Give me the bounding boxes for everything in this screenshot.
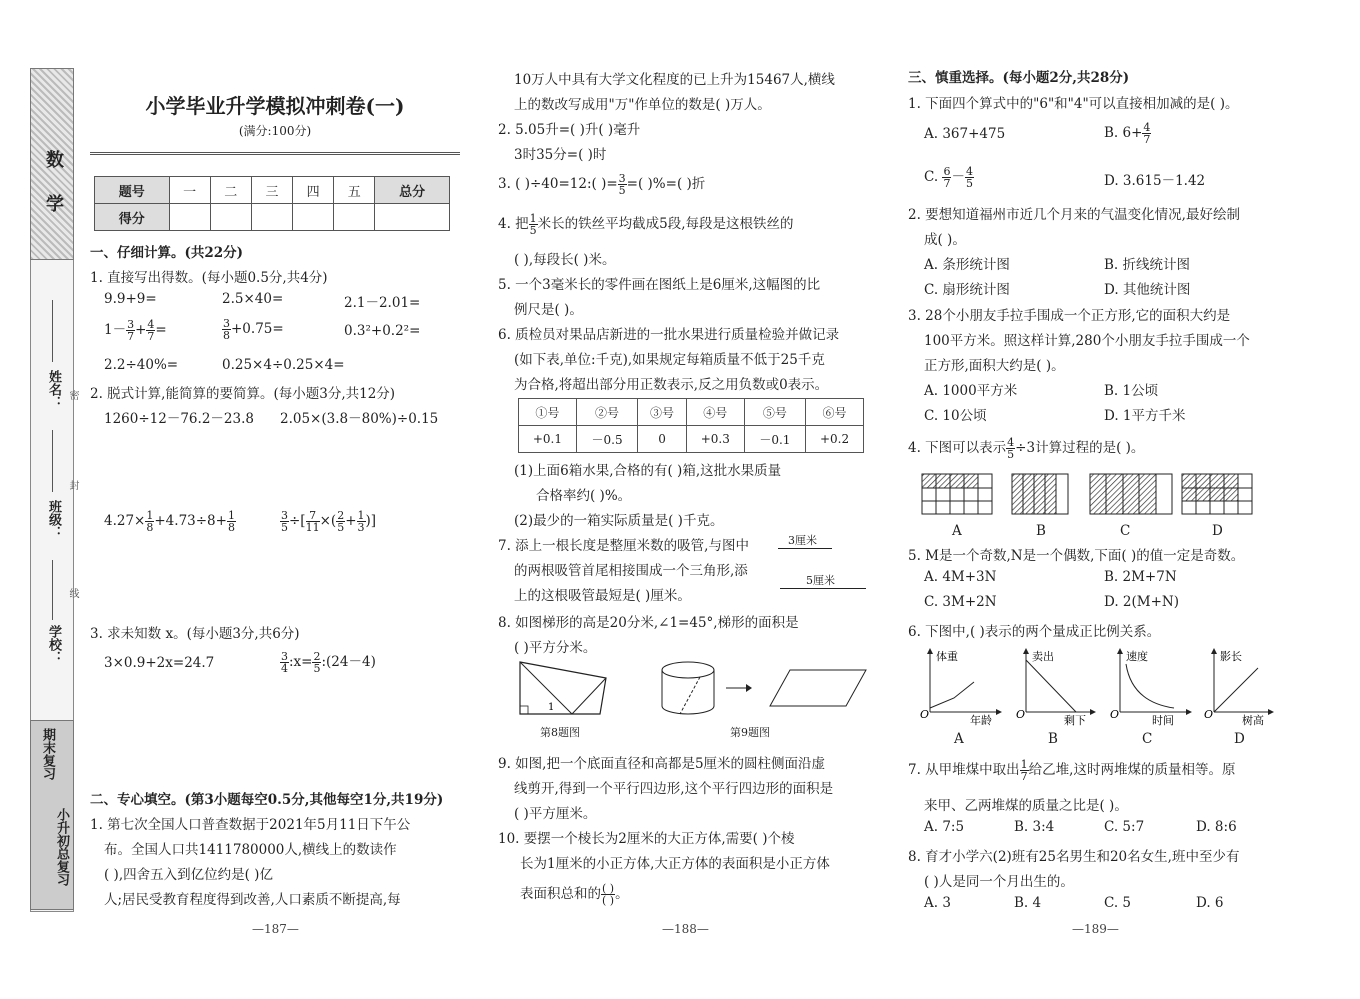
text-line: 8. 如图梯形的高是20分米,∠1=45°,梯形的面积是 — [498, 615, 799, 631]
text-line: 9. 如图,把一个底面直径和高都是5厘米的圆柱侧面沿虚 — [498, 756, 826, 772]
option-d[interactable]: D. 其他统计图 — [1104, 282, 1191, 298]
quality-head: ②号 — [576, 399, 637, 426]
option-b[interactable]: B. 1公顷 — [1104, 383, 1159, 399]
page-number: —188— — [662, 922, 709, 936]
calc-item: 2.05×(3.8－80%)÷0.15 — [280, 411, 439, 427]
svg-text:1: 1 — [548, 702, 555, 713]
option-d[interactable]: D. 8:6 — [1196, 819, 1237, 835]
text-line: (1)上面6箱水果,合格的有( )箱,这批水果质量 — [514, 463, 782, 479]
graph-a — [920, 648, 1002, 726]
calc-item-fraction: $\frac{3}{5}$ ÷[ $\frac{7}{11}$ ×( $\frac{2}{5}$ + $\frac{1}{3}$ )] — [281, 509, 377, 534]
name-line — [52, 300, 53, 362]
fraction-grid-figures — [920, 472, 1260, 518]
text-line: 正方形,面积大约是( )。 — [924, 358, 1065, 374]
quality-value: －0.5 — [576, 426, 637, 453]
text-line: 合格率约( )%。 — [536, 488, 632, 504]
choice-question-1: 1. 下面四个算式中的"6"和"4"可以直接相加减的是( )。 — [908, 96, 1239, 112]
choice-question-6: 6. 下图中,( )表示的两个量成正比例关系。 — [908, 624, 1161, 640]
equation-item: 3×0.9+2x=24.7 — [104, 655, 215, 671]
calc-item-fraction: $\frac{3}{8}$ +0.75= — [223, 317, 284, 342]
class-label: 班级： — [46, 500, 61, 539]
option-a[interactable]: A. 7:5 — [924, 819, 965, 835]
svg-text:O: O — [920, 708, 930, 721]
section-2-heading: 二、专心填空。(第3小题每空0.5分,其他每空1分,共19分) — [90, 792, 444, 808]
option-d[interactable]: D. 1平方千米 — [1104, 408, 1186, 424]
grid-d — [1182, 474, 1252, 514]
option-a[interactable]: A. 3 — [924, 895, 951, 911]
calc-item-fraction: 1－ $\frac{3}{7}$ + $\frac{4}{7}$ = — [104, 318, 167, 343]
section-3-heading: 三、慎重选择。(每小题2分,共28分) — [908, 70, 1130, 86]
choice-question-5: 5. M是一个奇数,N是一个偶数,下面( )的值一定是奇数。 — [908, 548, 1245, 564]
score-cell[interactable] — [210, 204, 251, 231]
quality-value: 0 — [638, 426, 687, 453]
calc-item: 2.1－2.01= — [344, 295, 421, 311]
option-a[interactable]: A. 4M+3N — [924, 569, 997, 585]
option-c[interactable]: C. 5 — [1104, 895, 1132, 911]
text-line: 8. 育才小学六(2)班有25名男生和20名女生,班中至少有 — [908, 849, 1240, 865]
text-line: ( ),四舍五入到亿位约是( )亿 — [104, 867, 273, 883]
svg-text:卖出: 卖出 — [1032, 650, 1054, 663]
score-head-cell: 五 — [334, 177, 375, 204]
score-head-cell: 三 — [251, 177, 292, 204]
page-number: —189— — [1072, 922, 1119, 936]
text-line: 100平方米。照这样计算,280个小朋友手拉手围成一个 — [924, 333, 1250, 349]
exam-subtitle: (满分:100分) — [238, 124, 312, 138]
seal-word-3: 线 — [67, 588, 78, 598]
quality-value: +0.3 — [686, 426, 744, 453]
figure-label[interactable]: B — [1036, 523, 1046, 539]
fill-question-3: 3. ( )÷40=12:( )= $\frac{3}{5}$ =( )%=( )折 — [498, 172, 706, 197]
question-1-1: 1. 直接写出得数。(每小题0.5分,共4分) — [90, 270, 328, 286]
score-row-label: 得分 — [95, 204, 170, 231]
option-c[interactable]: C. 10公顷 — [924, 408, 987, 424]
graph-label[interactable]: C — [1142, 731, 1153, 747]
proportion-graphs — [918, 646, 1278, 726]
option-b[interactable]: B. 折线统计图 — [1104, 257, 1191, 273]
graph-b — [1016, 648, 1096, 726]
quality-value: －0.1 — [744, 426, 805, 453]
quality-value: +0.2 — [806, 426, 864, 453]
grid-a — [922, 474, 992, 514]
quality-head: ③号 — [638, 399, 687, 426]
score-cell[interactable] — [293, 204, 334, 231]
quality-head: ①号 — [519, 399, 577, 426]
option-d[interactable]: D. 6 — [1196, 895, 1224, 911]
svg-text:体重: 体重 — [936, 650, 958, 663]
quality-table — [518, 398, 864, 453]
option-c[interactable]: C. 3M+2N — [924, 594, 997, 610]
seal-word-1: 密 — [67, 390, 78, 400]
svg-text:剩下: 剩下 — [1064, 714, 1086, 726]
quality-head: ⑥号 — [806, 399, 864, 426]
text-line: 的两根吸管首尾相接围成一个三角形,添 — [514, 563, 748, 579]
graph-label[interactable]: B — [1048, 731, 1058, 747]
review-title-1: 期末复习 — [40, 728, 55, 780]
cylinder-figure — [660, 660, 870, 716]
option-b[interactable]: B. 2M+7N — [1104, 569, 1177, 585]
calc-item: 0.3²+0.2²= — [344, 323, 421, 339]
score-head-cell: 二 — [210, 177, 251, 204]
graph-label[interactable]: D — [1234, 731, 1245, 747]
text-line: (如下表,单位:千克),如果规定每箱质量不低于25千克 — [514, 352, 825, 368]
review-title-2: 小升初总复习 — [54, 808, 69, 886]
text-line: 10. 要摆一个棱长为2厘米的大正方体,需要( )个棱 — [498, 831, 795, 847]
text-line: 长为1厘米的小正方体,大正方体的表面积是小正方体 — [520, 856, 830, 872]
option-b[interactable]: B. 3:4 — [1014, 819, 1055, 835]
score-cell[interactable] — [251, 204, 292, 231]
text-line: 2. 5.05升=( )升( )毫升 — [498, 122, 641, 138]
score-table — [94, 176, 450, 231]
graph-c — [1110, 648, 1192, 726]
score-cell[interactable] — [334, 204, 375, 231]
figure-label[interactable]: D — [1212, 523, 1223, 539]
graph-label[interactable]: A — [954, 731, 964, 747]
text-line: 10万人中具有大学文化程度的已上升为15467人,横线 — [514, 72, 835, 88]
school-line — [52, 560, 53, 620]
score-head-cell: 总分 — [375, 177, 450, 204]
name-label: 姓名： — [46, 370, 61, 409]
calc-item: 0.25×4÷0.25×4= — [222, 357, 345, 373]
trapezoid-figure — [512, 658, 612, 718]
text-line: 7. 添上一根长度是整厘米数的吸管,与图中 — [498, 538, 749, 554]
class-line — [52, 430, 53, 492]
choice-question-4: 4. 下图可以表示 $\frac{4}{5}$ ÷3计算过程的是( )。 — [908, 436, 1145, 461]
figure-label[interactable]: C — [1120, 523, 1131, 539]
text-line: 上的这根吸管最短是( )厘米。 — [514, 588, 691, 604]
option-a[interactable]: A. 367+475 — [924, 126, 1006, 142]
svg-text:O: O — [1110, 708, 1120, 721]
fig8-caption: 第8题图 — [540, 726, 580, 739]
text-line: 布。全国人口共1411780000人,横线上的数读作 — [104, 842, 397, 858]
question-1-3: 3. 求未知数 x。(每小题3分,共6分) — [90, 626, 300, 642]
title-divider — [90, 152, 460, 155]
svg-text:速度: 速度 — [1126, 650, 1148, 663]
text-line: 成( )。 — [924, 232, 966, 248]
text-line: 人;居民受教育程度得到改善,人口素质不断提高,每 — [104, 892, 401, 908]
option-b[interactable]: B. 4 — [1014, 895, 1042, 911]
svg-text:影长: 影长 — [1220, 650, 1242, 663]
exam-title: 小学毕业升学模拟冲刺卷(一) — [145, 94, 405, 118]
option-c[interactable]: C. 5:7 — [1104, 819, 1145, 835]
text-line: ( )平方分米。 — [514, 640, 597, 656]
svg-text:年龄: 年龄 — [970, 714, 992, 726]
straw-label-1: 3厘米 — [788, 534, 817, 547]
text-line: 1. 第七次全国人口普查数据于2021年5月11日下午公 — [90, 817, 411, 833]
text-line: 线剪开,得到一个平行四边形,这个平行四边形的面积是 — [514, 781, 834, 797]
score-cell[interactable] — [169, 204, 210, 231]
text-line: ( )平方厘米。 — [514, 806, 597, 822]
svg-text:O: O — [1204, 708, 1214, 721]
option-c[interactable]: C. 扇形统计图 — [924, 282, 1010, 298]
quality-head: ⑤号 — [744, 399, 805, 426]
svg-text:O: O — [1016, 708, 1026, 721]
choice-question-7: 7. 从甲堆煤中取出 $\frac{1}{7}$ 给乙堆,这时两堆煤的质量相等。原 — [908, 758, 1236, 783]
question-1-2: 2. 脱式计算,能简算的要简算。(每小题3分,共12分) — [90, 386, 396, 402]
text-line: 5. 一个3毫米长的零件画在图纸上是6厘米,这幅图的比 — [498, 277, 821, 293]
fill-question-4: 4. 把 $\frac{1}{5}$ 米长的铁丝平均截成5段,每段是这根铁丝的 — [498, 212, 794, 237]
straw-label-2: 5厘米 — [806, 574, 835, 587]
school-label: 学校： — [46, 625, 61, 664]
text-line: 上的数改写成用"万"作单位的数是( )万人。 — [514, 97, 771, 113]
graph-d — [1204, 648, 1274, 726]
option-a[interactable]: A. 条形统计图 — [924, 257, 1010, 273]
text-line: 例尺是( )。 — [514, 302, 583, 318]
text-line: (2)最少的一箱实际质量是( )千克。 — [514, 513, 724, 529]
score-cell[interactable] — [375, 204, 450, 231]
quality-value: +0.1 — [519, 426, 577, 453]
text-line: 为合格,将超出部分用正数表示,反之用负数或0表示。 — [514, 377, 829, 393]
fig9-caption: 第9题图 — [730, 726, 770, 739]
option-d[interactable]: D. 2(M+N) — [1104, 594, 1179, 610]
option-a[interactable]: A. 1000平方米 — [924, 383, 1018, 399]
text-line: 来甲、乙两堆煤的质量之比是( )。 — [924, 798, 1128, 814]
page-number: —187— — [252, 922, 299, 936]
option-c[interactable]: C. $\frac{6}{7}$ － $\frac{4}{5}$ — [924, 165, 973, 190]
text-line: 2. 要想知道福州市近几个月来的气温变化情况,最好绘制 — [908, 207, 1240, 223]
quality-head: ④号 — [686, 399, 744, 426]
calc-item: 1260÷12－76.2－23.8 — [104, 411, 254, 427]
option-b[interactable]: B. 6+ $\frac{4}{7}$ — [1104, 121, 1151, 146]
equation-item-fraction: $\frac{3}{4}$ :x= $\frac{2}{5}$ :(24－4) — [281, 650, 376, 675]
section-1-heading: 一、仔细计算。(共22分) — [90, 245, 244, 261]
score-head-cell: 一 — [169, 177, 210, 204]
calc-item: 9.9+9= — [104, 291, 157, 307]
straw-2 — [780, 588, 866, 589]
fill-question-10-end: 表面积总和的 $\frac{( )}{( )}$ 。 — [520, 882, 629, 907]
grid-b — [1012, 474, 1068, 514]
subject-label: 数 学 — [43, 150, 64, 223]
seal-word-2: 封 — [67, 480, 78, 490]
calc-item: 2.2÷40%= — [104, 357, 179, 373]
text-line: 6. 质检员对果品店新进的一批水果进行质量检验并做记录 — [498, 327, 840, 343]
grid-c — [1090, 474, 1172, 514]
calc-item-fraction: 4.27× $\frac{1}{8}$ +4.73÷8+ $\frac{1}{8}$ — [104, 509, 235, 534]
text-line: ( ),每段长( )米。 — [514, 252, 616, 268]
text-line: 3. 28个小朋友手拉手围成一个正方形,它的面积大约是 — [908, 308, 1231, 324]
option-d[interactable]: D. 3.615－1.42 — [1104, 173, 1206, 189]
score-head-cell: 四 — [293, 177, 334, 204]
svg-text:树高: 树高 — [1242, 714, 1264, 726]
svg-text:时间: 时间 — [1152, 714, 1174, 726]
figure-label[interactable]: A — [952, 523, 962, 539]
text-line: ( )人是同一个月出生的。 — [924, 874, 1074, 890]
calc-item: 2.5×40= — [222, 291, 284, 307]
score-head-cell: 题号 — [95, 177, 170, 204]
text-line: 3时35分=( )时 — [514, 147, 607, 163]
straw-1 — [778, 548, 832, 549]
